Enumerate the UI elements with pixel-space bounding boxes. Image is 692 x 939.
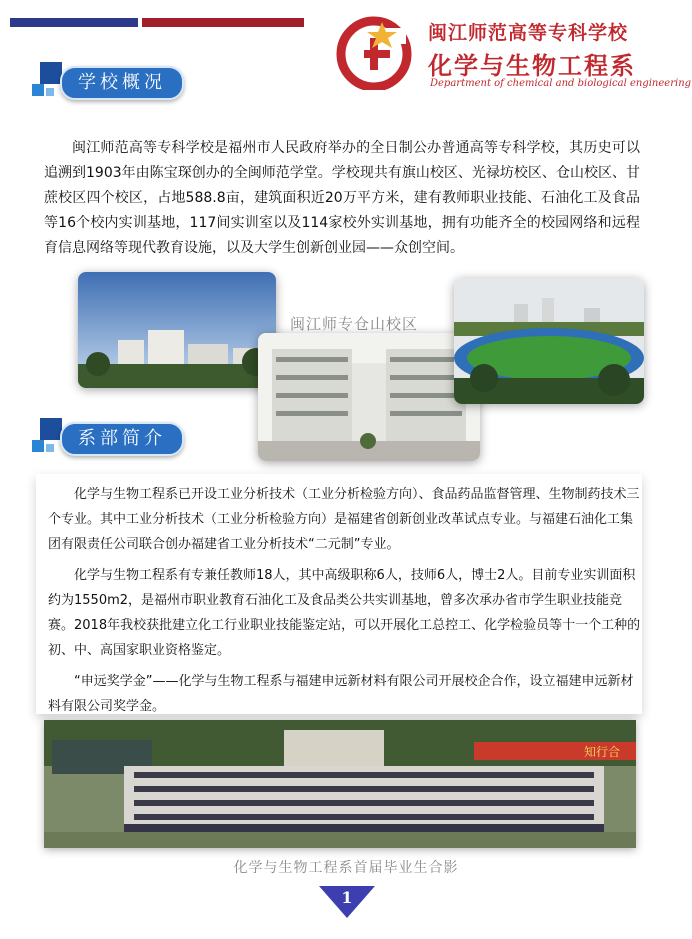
- heading-square-icon: [40, 418, 62, 440]
- department-intro-paragraph: 化学与生物工程系已开设工业分析技术（工业分析检验方向）、食品药品监督管理、生物制药技术三个专业。其中工业分析技术（工业分析检验方向）是福建省创新创业改革试点专业。与福建石油化工集团有限责任公司联合创办福建省工业分析技术“二元制”专业。: [48, 487, 640, 552]
- school-name: 闽江师范高等专科学校: [428, 22, 629, 44]
- campus-photo-sports-field: [454, 278, 644, 404]
- heading-square-icon: [32, 440, 44, 452]
- department-intro-paragraph: 化学与生物工程系有专兼任教师18人，其中高级职称6人，技师6人，博士2人。目前专业实训面积约为1550m2，是福州市职业教育石油化工及食品类公共实训基地，曾多次承办省市学生职业技能竞赛。2018年我校获批建立化工行业职业技能鉴定站，可以开展化工总控工、化学检验员等十一个工种的初、中、高国家职业资格鉴定。: [48, 568, 641, 658]
- top-decor-bar-red: [142, 18, 304, 27]
- page-number: 1: [341, 888, 353, 907]
- section-title: 学校概况: [60, 66, 184, 100]
- department-intro-paragraph: “申远奖学金”——化学与生物工程系与福建申远新材料有限公司开展校企合作，设立福建申远新材料有限公司奖学金。: [48, 674, 634, 714]
- heading-square-icon: [46, 88, 54, 96]
- page-number-badge: [317, 886, 377, 922]
- top-decor-bar-blue: [10, 18, 138, 27]
- department-name: 化学与生物工程系: [428, 51, 636, 80]
- campus-photo-caption: 闽江师专仓山校区: [290, 315, 419, 333]
- school-overview-text: [44, 136, 640, 261]
- campus-photo-courtyard: [258, 333, 480, 461]
- school-emblem-icon: [334, 14, 414, 90]
- heading-square-icon: [46, 444, 54, 452]
- graduation-group-photo: [44, 720, 636, 848]
- heading-square-icon: [32, 84, 44, 96]
- department-name-english: Department of chemical and biological engineering: [430, 78, 692, 89]
- section-title: 系部简介: [60, 422, 184, 456]
- heading-square-icon: [40, 62, 62, 84]
- banner-slogan: 知行合: [584, 745, 621, 759]
- campus-photo-buildings: [78, 272, 276, 388]
- department-intro-text: [48, 482, 642, 725]
- graduation-photo-caption: 化学与生物工程系首届毕业生合影: [233, 860, 459, 876]
- school-overview-paragraph: 闽江师范高等专科学校是福州市人民政府举办的全日制公办普通高等专科学校，其历史可以追溯到1903年由陈宝琛创办的全闽师范学堂。学校现共有旗山校区、光禄坊校区、仓山校区、甘蔗校区四个校区，占地588.8亩，建筑面积近20万平方米，建有教师职业技能、石油化工及食品等16个校内实训基地，117间实训室以及114家校外实训基地，拥有功能齐全的校园网络和远程育信息网络等现代教育设施，以及大学生创新创业园——众创空间。: [44, 140, 640, 256]
